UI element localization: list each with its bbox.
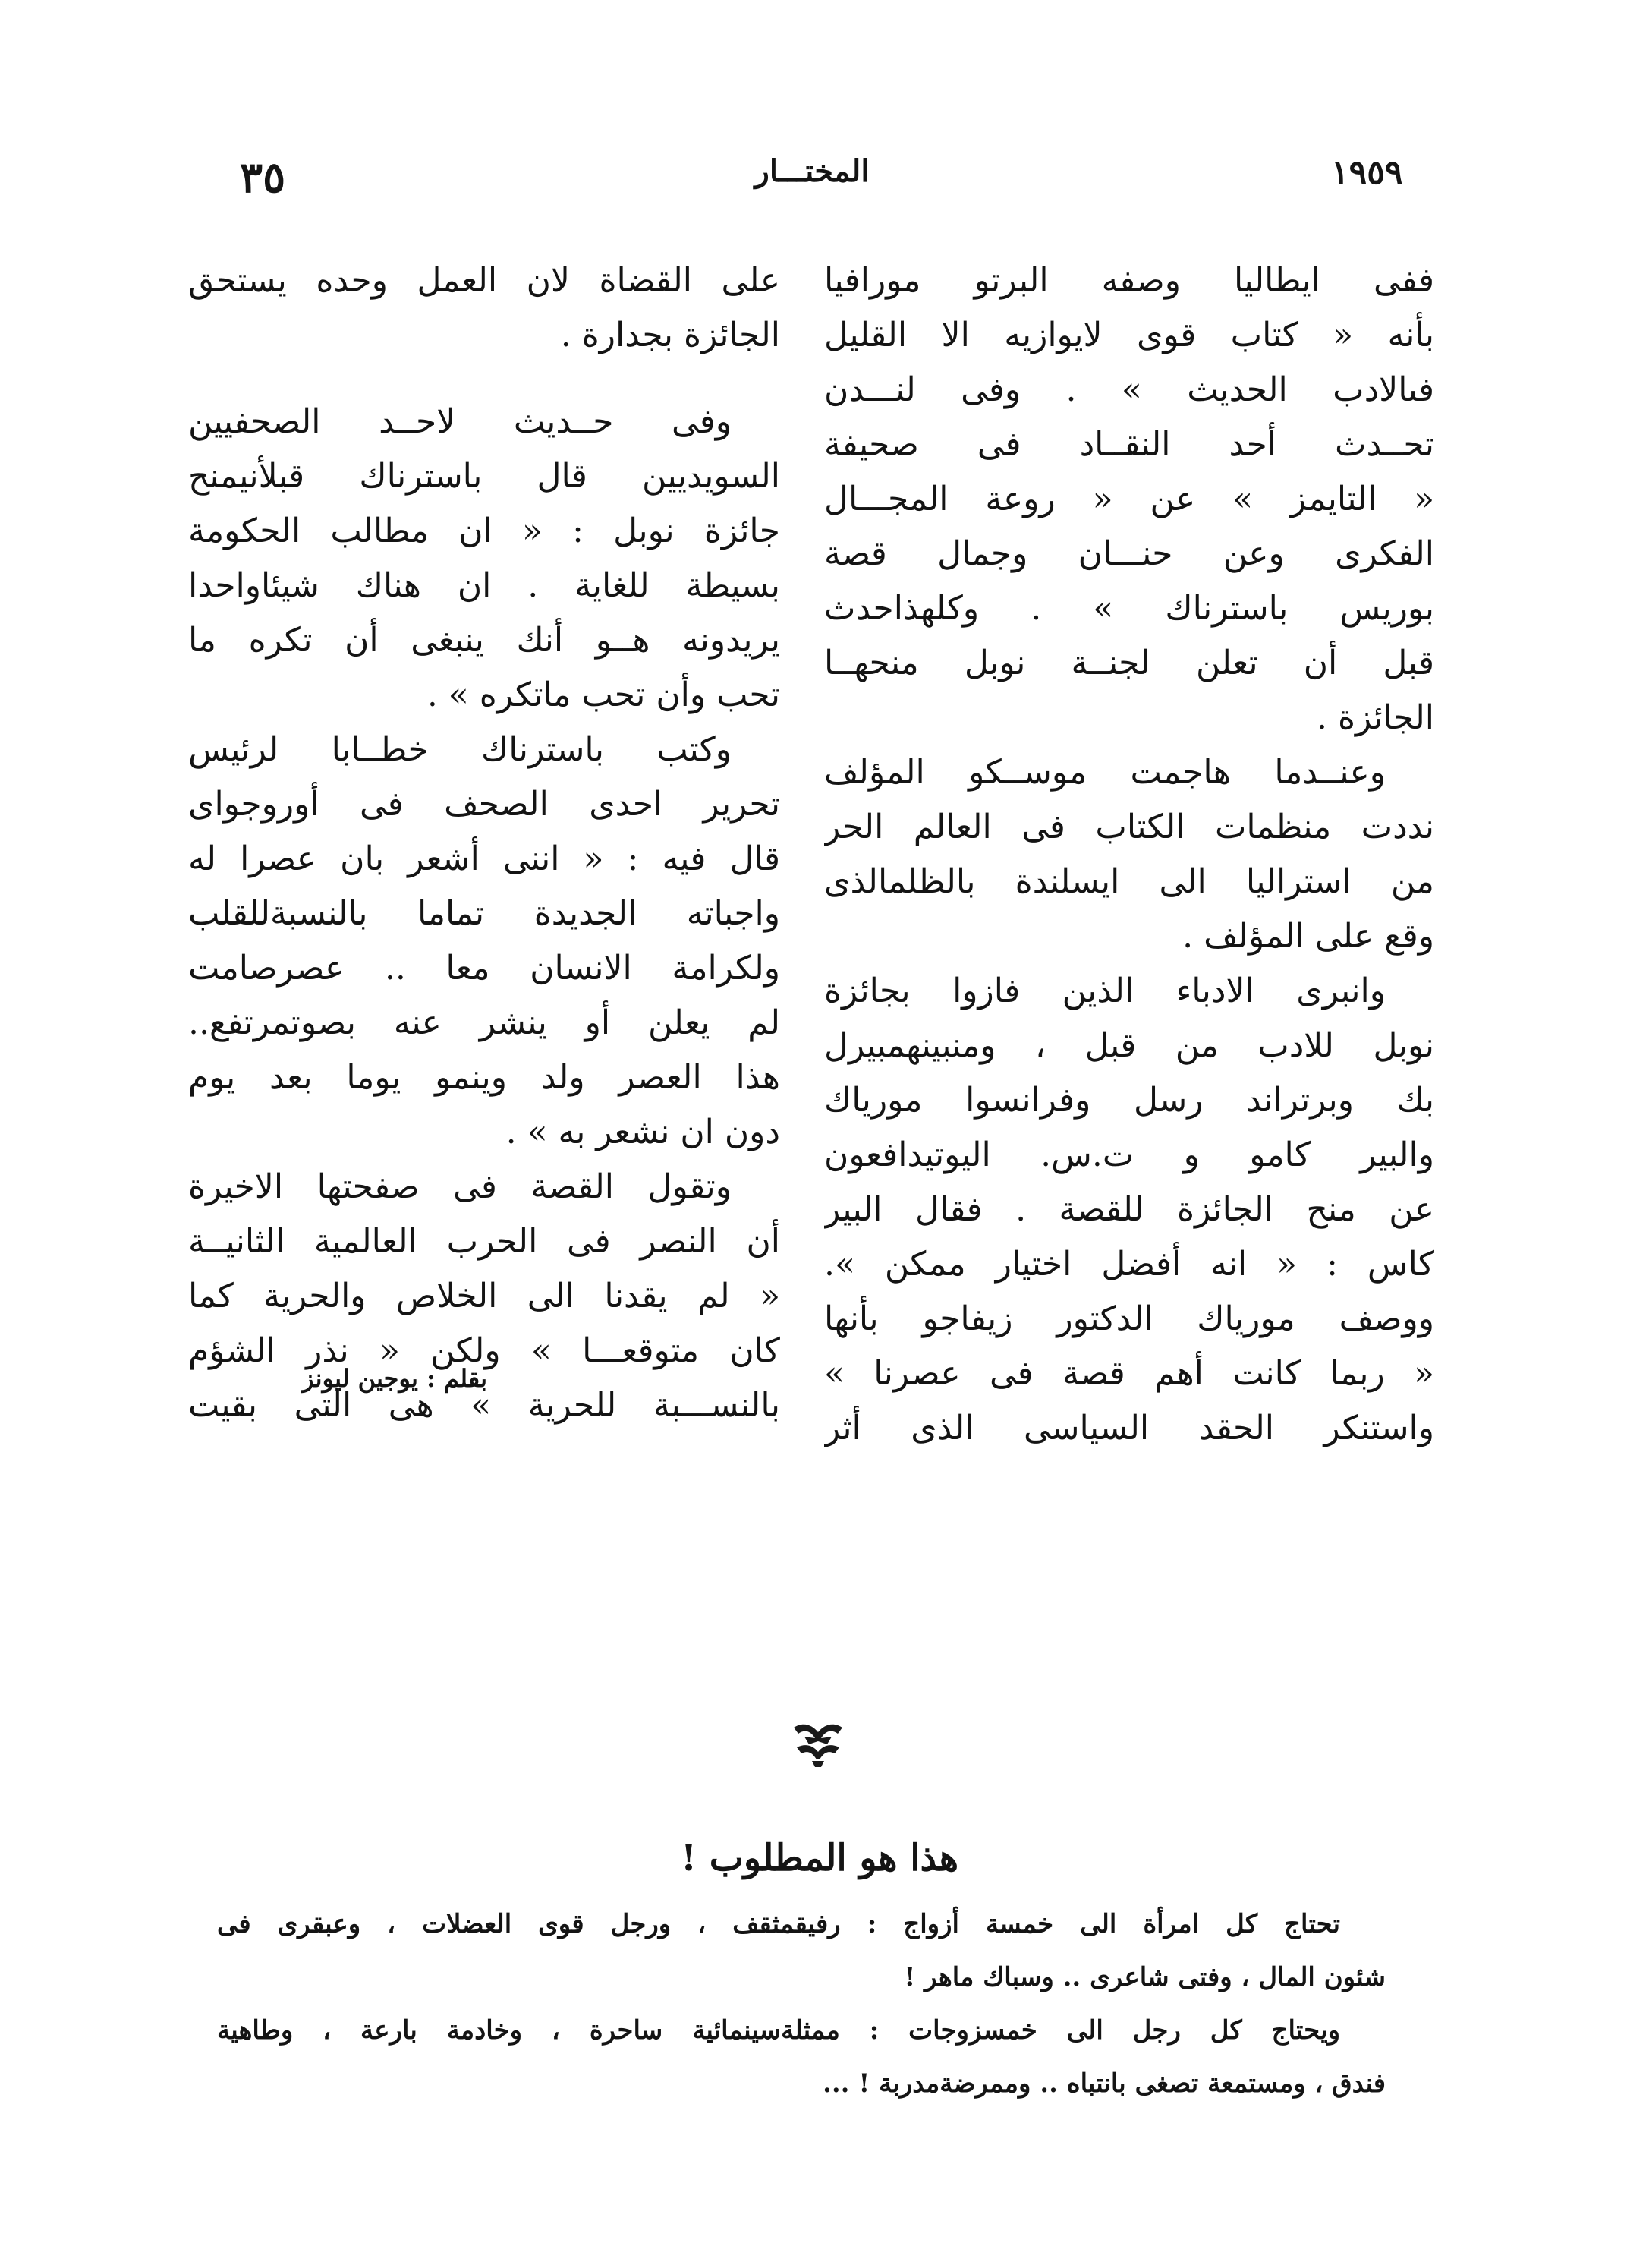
text-line: ووصف مورياك الدكتور زيفاجو بأنها [824,1299,1434,1338]
text-line: وقع على المؤلف . [1182,917,1434,956]
text-line: الجائزة . [1317,698,1434,737]
magazine-name: المختـــار [754,153,870,189]
box-heading: هذا هو المطلوب ! [680,1837,959,1879]
text-line: من استراليا الى ايسلندة بالظلمالذى [824,862,1434,901]
box-line: تحتاج كل امرأة الى خمسة أزواج : رفيقمثقف ، ورجل قوى العضلات ، وعبقرى فى [217,1909,1340,1939]
text-line: ففى ايطاليا وصفه البرتو مورافيا [824,261,1434,300]
text-line: ولكرامة الانسان معا .. عصرصامت [188,949,780,988]
text-line: أن النصر فى الحرب العالمية الثانيــة [188,1222,780,1261]
text-line: واستنكر الحقد السياسى الذى أثر [824,1409,1434,1447]
text-line: وانبرى الادباء الذين فازوا بجائزة [824,972,1386,1010]
text-line: وعنــدما هاجمت موســكو المؤلف [824,753,1386,792]
text-line: فىالادب الحديث » . وفى لنـــدن [824,370,1434,409]
text-line: « ربما كانت أهم قصة فى عصرنا » [824,1354,1434,1393]
text-line: « لم يقدنا الى الخلاص والحرية كما [188,1277,780,1315]
text-line: يريدونه هــو أنك ينبغى أن تكره ما [188,621,780,660]
text-line: لم يعلن أو ينشر عنه بصوتمرتفع.. [188,1003,780,1042]
text-line: « التايمز » عن « روعة المجـــال [824,480,1434,518]
text-line: جائزة نوبل : « ان مطالب الحكومة [188,512,780,550]
text-line: نوبل للادب من قبل ، ومنبينهمبيرل [824,1026,1434,1065]
text-line: دون ان نشعر به » . [505,1113,780,1151]
text-line: وتقول القصة فى صفحتها الاخيرة [188,1167,732,1206]
text-line: نددت منظمات الكتاب فى العالم الحر [824,808,1434,846]
article-column-right [824,254,1434,1456]
text-line: بالنســـبة للحرية » هى التى بقيت [188,1386,780,1425]
year: ١٩٥٩ [1331,153,1403,192]
text-line: كاس : « انه أفضل اختيار ممكن ». [824,1245,1434,1284]
author-byline: بقلم : يوجين ليونز [302,1364,487,1393]
text-line: وفى حــديث لاحــد الصحفيين [188,402,732,441]
box-line: فندق ، ومستمعة تصغى بانتباه .. وممرضةمدربة ! ... [822,2068,1386,2099]
text-line: والبير كامو و ت.س. اليوتيدافعون [824,1136,1434,1174]
box-line: شئون المال ، وفتى شاعرى .. وسباك ماهر ! [904,1962,1386,1992]
text-line: بوريس باسترناك » . وكلهذاحدث [824,589,1434,628]
text-line: بأنه « كتاب قوى لايوازيه الا القليل [824,316,1434,354]
text-line: الفكرى وعن حنـــان وجمال قصة [824,534,1434,573]
text-line: واجباته الجديدة تماما بالنسبةللقلب [188,894,780,933]
text-line: قال فيه : « اننى أشعر بان عصرا له [188,839,780,878]
box-text [217,1898,1386,2110]
paragraph-gap [188,363,780,395]
text-line: الجائزة بجدارة . [560,316,780,354]
text-line: وكتب باسترناك خطــابا لرئيس [188,730,732,769]
text-line: هذا العصر ولد وينمو يوما بعد يوم [188,1058,780,1097]
decorative-ornament-icon [789,1720,847,1769]
text-line: تحرير احدى الصحف فى أوروجواى [188,785,780,824]
article-column-left [188,254,780,1433]
text-line: كان متوقعـــا » ولكن « نذر الشؤم [188,1331,780,1370]
text-line: تحب وأن تحب ماتكره » . [426,676,780,714]
text-line: السويديين قال باسترناك قبلأنيمنح [188,457,780,496]
text-line: عن منح الجائزة للقصة . فقال البير [824,1190,1434,1229]
text-line: بك وبرتراند رسل وفرانسوا مورياك [824,1081,1434,1120]
text-line: على القضاة لان العمل وحده يستحق [188,261,780,300]
page-number: ٣٥ [240,153,286,203]
text-line: تحــدث أحد النقــاد فى صحيفة [824,425,1434,464]
text-line: بسيطة للغاية . ان هناك شيئاواحدا [188,566,780,605]
text-line: قبل أن تعلن لجنــة نوبل منحهــا [824,644,1434,682]
box-line: ويحتاج كل رجل الى خمسزوجات : ممثلةسينمائية ساحرة ، وخادمة بارعة ، وطاهية [217,2015,1340,2046]
